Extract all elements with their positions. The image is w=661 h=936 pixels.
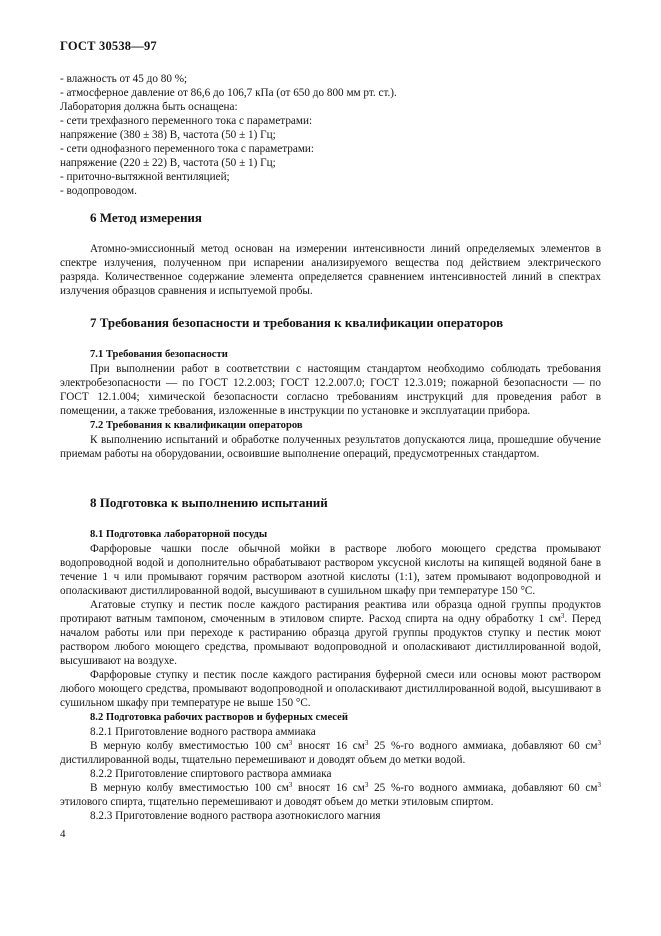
paragraph: Фарфоровые чашки после обычной мойки в растворе любого моющего средства промывают водопроводной водой и дополнительно обрабатывают раствором уксусной кислоты на кипящей водяной бане в течение 1 ч или промывают горячим раствором азотной кислоты (1:1), затем промывают водопроводной и ополаскивают дистиллированной водой, высушивают в сушильном шкафу при температуре 150 °С. xyxy=(60,543,601,597)
subsection-8-1-heading: 8.1 Подготовка лабораторной посуды xyxy=(90,529,268,540)
lab-requirements-list xyxy=(60,72,601,198)
paragraph: К выполнению испытаний и обработке полученных результатов допускаются лица, прошедшие обучение приемам работы на оборудовании, освоившие выполнение операций, предусмотренных стандартом. xyxy=(60,434,601,460)
list-item: - водопроводом. xyxy=(60,185,137,197)
list-item: - атмосферное давление от 86,6 до 106,7 кПа (от 650 до 800 мм рт. ст.). xyxy=(60,87,397,99)
list-item: напряжение (380 ± 38) В, частота (50 ± 1) Гц; xyxy=(60,129,276,141)
section-7-heading: 7 Требования безопасности и требования к квалификации операторов xyxy=(90,315,504,330)
list-item: - сети однофазного переменного тока с параметрами: xyxy=(60,143,314,155)
list-item: напряжение (220 ± 22) В, частота (50 ± 1) Гц; xyxy=(60,157,276,169)
subsection-8-2-3-heading: 8.2.3 Приготовление водного раствора азотнокислого магния xyxy=(90,810,381,822)
paragraph: В мерную колбу вместимостью 100 $см^3$ вносят 16 $см^3$ 25 %-го водного аммиака, добавляют 60 $см^3$ дистиллированной воды, тщательно перемешивают и доводят объем до метки водой. xyxy=(60,739,601,766)
list-item: - сети трехфазного переменного тока с параметрами: xyxy=(60,115,313,127)
section-8-heading: 8 Подготовка к выполнению испытаний xyxy=(90,495,328,510)
list-item: - влажность от 45 до 80 %; xyxy=(60,73,188,85)
paragraph: Агатовые ступку и пестик после каждого растирания реактива или образца одной группы продуктов протирают ватным тампоном, смоченным в этиловом спирте. Расход спирта на одну обработку 1 $см^3$. Перед началом работы или при переходе к растиранию образца другой группы продуктов ступку и пестик моют раствором любого моющего средства, промывают водопроводной и ополаскивают дистиллированной водой, высушивают на воздухе. xyxy=(60,599,601,667)
document-header: ГОСТ 30538—97 xyxy=(60,39,157,53)
paragraph: При выполнении работ в соответствии с настоящим стандартом необходимо соблюдать требования электробезопасности — по ГОСТ 12.2.003; ГОСТ 12.2.007.0; ГОСТ 12.3.019; пожарной безопасности — по ГОСТ 12.1.004; химической безопасности согласно требованиям инструкций для проведения работ в помещении, а также требования, изложенные в инструкции по установке и эксплуатации прибора. xyxy=(60,363,601,417)
section-6-text xyxy=(60,242,601,298)
list-item: Лаборатория должна быть оснащена: xyxy=(60,101,238,113)
subsection-7-1-heading: 7.1 Требования безопасности xyxy=(90,349,228,360)
section-6-heading: 6 Метод измерения xyxy=(90,210,202,225)
subsection-8-2-2-heading: 8.2.2 Приготовление спиртового раствора аммиака xyxy=(90,768,332,780)
document-page xyxy=(60,0,601,936)
subsection-8-2-1-heading: 8.2.1 Приготовление водного раствора аммиака xyxy=(90,726,316,738)
list-item: - приточно-вытяжной вентиляцией; xyxy=(60,171,230,183)
subsection-8-2-heading: 8.2 Подготовка рабочих растворов и буферных смесей xyxy=(90,712,348,723)
section-8-body xyxy=(60,527,601,823)
section-7-body xyxy=(60,347,601,461)
paragraph: Атомно-эмиссионный метод основан на измерении интенсивности линий определяемых элементов в спектре излучения, полученном при испарении анализируемого вещества под действием электрического разряда. Количественное содержание элемента определяется сравнением интенсивностей линий в спектрах излучения образцов сравнения и испытуемой пробы. xyxy=(60,243,601,297)
paragraph: Фарфоровые ступку и пестик после каждого растирания буферной смеси или основы моют раствором любого моющего средства, промывают водопроводной и ополаскивают дистиллированной водой, высушивают в сушильном шкафу при температуре не выше 150 °С. xyxy=(60,669,601,709)
paragraph: В мерную колбу вместимостью 100 $см^3$ вносят 16 $см^3$ 25 %-го водного аммиака, добавляют 60 $см^3$ этилового спирта, тщательно перемешивают и доводят объем до метки этиловым спиртом. xyxy=(60,781,601,808)
subsection-7-2-heading: 7.2 Требования к квалификации операторов xyxy=(90,420,303,431)
page-number: 4 xyxy=(60,828,66,840)
